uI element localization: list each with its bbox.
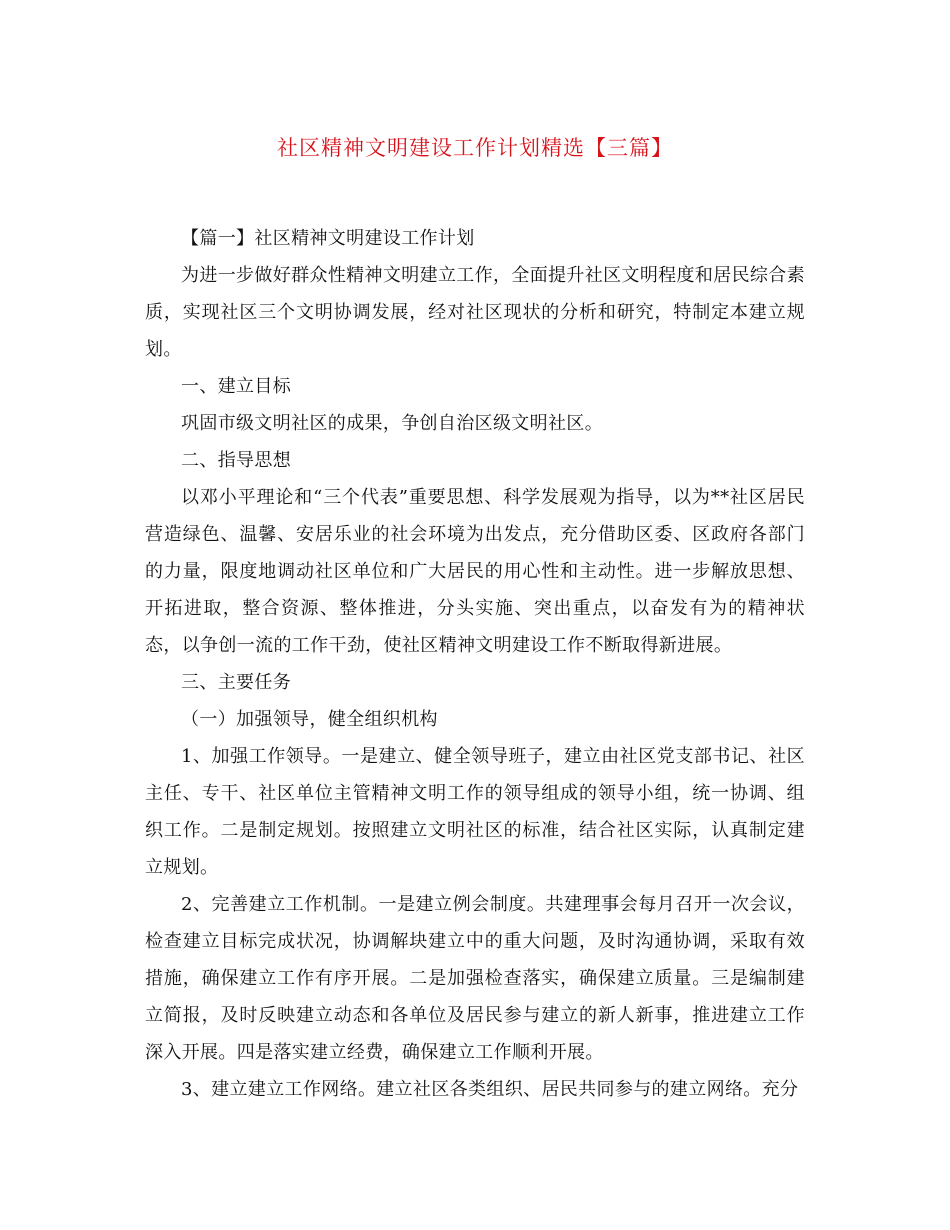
document-body [145, 220, 805, 1108]
paragraph-guiding-ideology: 以邓小平理论和“三个代表”重要思想、科学发展观为指导，以为**社区居民营造绿色、温馨、安居乐业的社会环境为出发点，充分借助区委、区政府各部门的力量，限度地调动社区单位和广大居民的用心性和主动性。进一步解放思想、开拓进取，整合资源、整体推进，分头实施、突出重点，以奋发有为的精神状态，以争创一流的工作干劲，使社区精神文明建设工作不断取得新进展。 [145, 487, 805, 656]
paragraph-intro: 为进一步做好群众性精神文明建立工作，全面提升社区文明程度和居民综合素质，实现社区三个文明协调发展，经对社区现状的分析和研究，特制定本建立规划。 [145, 265, 805, 360]
paragraph-goals: 巩固市级文明社区的成果，争创自治区级文明社区。 [181, 413, 604, 434]
paragraph-task-3: 3、建立建立工作网络。建立社区各类组织、居民共同参与的建立网络。充分 [181, 1079, 799, 1100]
paragraph-task-2: 2、完善建立工作机制。一是建立例会制度。共建理事会每月召开一次会议，检查建立目标完成状况，协调解块建立中的重大问题，及时沟通协调，采取有效措施，确保建立工作有序开展。二是加强检查落实，确保建立质量。三是编制建立简报，及时反映建立动态和各单位及居民参与建立的新人新事，推进建立工作深入开展。四是落实建立经费，确保建立工作顺利开展。 [145, 894, 805, 1063]
subheading-leadership: （一）加强领导，健全组织机构 [181, 709, 438, 730]
heading-guiding-ideology: 二、指导思想 [181, 450, 292, 471]
paragraph-task-1: 1、加强工作领导。一是建立、健全领导班子，建立由社区党支部书记、社区主任、专干、社区单位主管精神文明工作的领导组成的领导小组，统一协调、组织工作。二是制定规划。按照建立文明社区的标准，结合社区实际，认真制定建立规划。 [145, 746, 805, 878]
heading-main-tasks: 三、主要任务 [181, 672, 292, 693]
document-title: 社区精神文明建设工作计划精选【三篇】 [277, 136, 673, 160]
heading-goals: 一、建立目标 [181, 376, 292, 397]
section-heading-part-one: 【篇一】社区精神文明建设工作计划 [181, 228, 475, 249]
